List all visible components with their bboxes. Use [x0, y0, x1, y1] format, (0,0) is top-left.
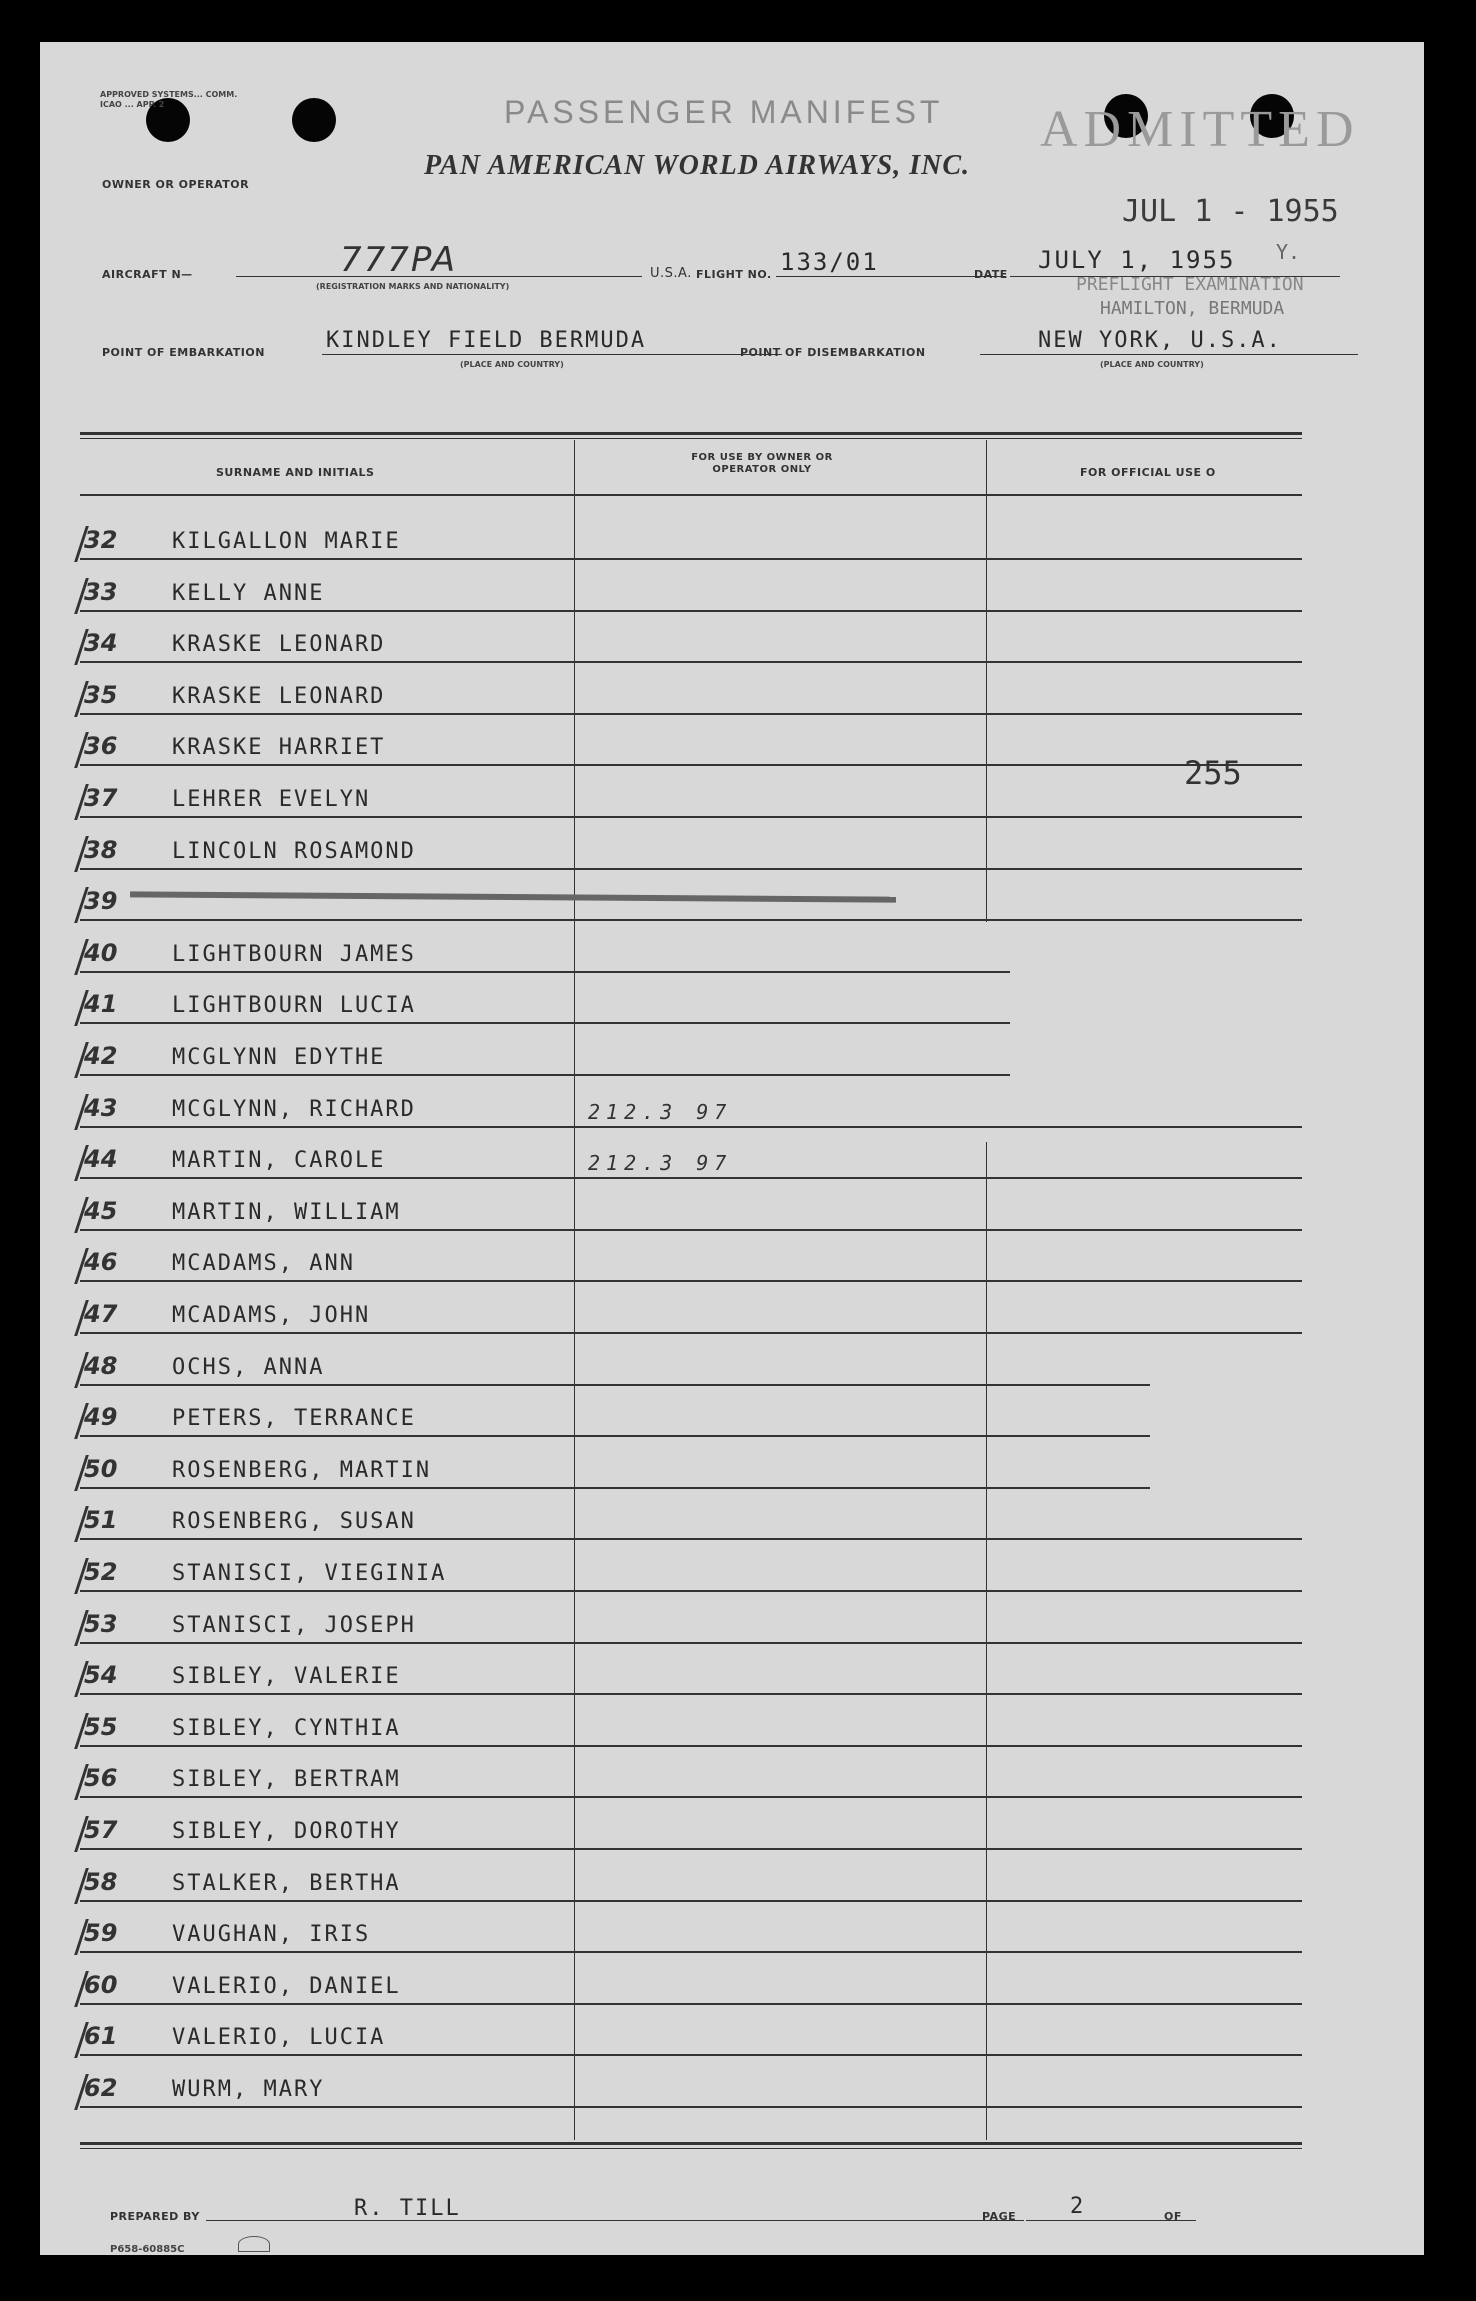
flight-underline: [776, 276, 1006, 277]
page-label: PAGE: [982, 2210, 1017, 2223]
passenger-name: KRASKE HARRIET: [172, 735, 386, 761]
passenger-name: VAUGHAN, IRIS: [172, 1922, 371, 1948]
passenger-number: 51: [84, 1506, 118, 1535]
preflight-stamp: PREFLIGHT EXAMINATION: [1076, 274, 1304, 295]
passenger-name: SIBLEY, VALERIE: [172, 1664, 401, 1690]
passenger-row: [40, 663, 1424, 715]
passenger-name: SIBLEY, CYNTHIA: [172, 1715, 401, 1741]
passenger-number: 42: [84, 1042, 118, 1070]
passenger-number: 54: [84, 1661, 118, 1690]
passenger-name: KRASKE LEONARD: [172, 683, 386, 709]
table-top-rule: [80, 432, 1302, 435]
passenger-name: LIGHTBOURN JAMES: [172, 941, 416, 967]
passenger-row: [40, 1850, 1424, 1902]
table-bottom-rule-2: [80, 2148, 1302, 2149]
manifest-sheet: [40, 42, 1424, 2255]
passenger-name: WURM, MARY: [172, 2077, 325, 2102]
passenger-name: STALKER, BERTHA: [172, 1870, 401, 1896]
passenger-name: VALERIO, DANIEL: [172, 1973, 401, 1999]
passenger-row: [40, 818, 1424, 870]
passenger-name: SIBLEY, DOROTHY: [172, 1819, 401, 1844]
passenger-number: 32: [84, 526, 118, 554]
passenger-number: 44: [84, 1145, 118, 1174]
passenger-row: [40, 1024, 1424, 1076]
passenger-number: 56: [84, 1764, 118, 1793]
admitted-stamp: ADMITTED: [1040, 101, 1360, 158]
operator-note: 212.3 97: [588, 1099, 733, 1124]
passenger-number: 34: [84, 629, 118, 658]
passenger-number: 41: [84, 990, 118, 1019]
prepared-underline: [206, 2220, 1024, 2221]
passenger-name: LEHRER EVELYN: [172, 787, 371, 812]
passenger-name: LIGHTBOURN LUCIA: [172, 993, 416, 1019]
passenger-row: [40, 1953, 1424, 2005]
passenger-number: 45: [84, 1196, 118, 1225]
hamilton-stamp: HAMILTON, BERMUDA: [1100, 298, 1285, 319]
table-bottom-rule: [80, 2142, 1302, 2145]
passenger-number: 62: [84, 2074, 118, 2102]
passenger-name: ROSENBERG, MARTIN: [172, 1457, 432, 1483]
passenger-row: [40, 2004, 1424, 2056]
passenger-number: 48: [84, 1351, 118, 1380]
passenger-name: PETERS, TERRANCE: [172, 1406, 416, 1432]
passenger-number: 36: [84, 732, 118, 761]
form-number: P658-60885C: [110, 2244, 185, 2255]
operator-note: 212.3 97: [588, 1151, 733, 1176]
passenger-name: KELLY ANNE: [172, 580, 325, 606]
date-underline: [1010, 276, 1340, 277]
passenger-row: [40, 1746, 1424, 1798]
passenger-number: 43: [84, 1093, 118, 1122]
aircraft-underline: [236, 276, 642, 277]
passenger-number: 58: [84, 1867, 118, 1896]
passenger-row: [40, 1901, 1424, 1953]
passenger-number: 40: [84, 938, 118, 967]
passenger-name: MCADAMS, JOHN: [172, 1303, 371, 1328]
official-mark: 255: [1184, 754, 1242, 792]
usa-label: U.S.A.: [650, 266, 692, 281]
passenger-row: [40, 766, 1424, 818]
passenger-row: [40, 1282, 1424, 1334]
passenger-name: ROSENBERG, SUSAN: [172, 1509, 416, 1535]
row-rule: [80, 2106, 660, 2108]
passenger-number: 53: [84, 1609, 118, 1638]
passenger-row: [40, 1076, 1424, 1128]
passenger-number: 39: [84, 887, 118, 916]
prepared-label: PREPARED BY: [110, 2210, 200, 2223]
embark-caption: (PLACE AND COUNTRY): [460, 360, 564, 369]
approval-note: APPROVED SYSTEMS... COMM. ICAO ... APP. 2: [100, 90, 238, 109]
passenger-row: [40, 869, 1424, 921]
passenger-row: [40, 611, 1424, 663]
punch-hole: [292, 98, 336, 142]
date-label: DATE: [974, 268, 1008, 281]
passenger-number: 49: [84, 1403, 118, 1432]
row-rule: [660, 2106, 1302, 2108]
passenger-number: 47: [84, 1300, 118, 1328]
passenger-number: 59: [84, 1919, 118, 1948]
date-value: JULY 1, 1955: [1038, 246, 1236, 274]
passenger-row: [40, 714, 1424, 766]
of-label: OF: [1164, 2210, 1182, 2223]
passenger-number: 57: [84, 1816, 118, 1844]
passenger-number: 35: [84, 680, 118, 709]
passenger-name: STANISCI, JOSEPH: [172, 1612, 416, 1638]
column-header-owner: FOR USE BY OWNER OR OPERATOR ONLY: [691, 452, 833, 475]
passenger-name: VALERIO, LUCIA: [172, 2025, 386, 2051]
passenger-name: MARTIN, CAROLE: [172, 1148, 386, 1174]
column-header-official: FOR OFFICIAL USE O: [1080, 466, 1216, 479]
ny-stamp: Y.: [1276, 240, 1301, 264]
embark-value: KINDLEY FIELD BERMUDA: [326, 328, 647, 353]
passenger-number: 37: [84, 784, 118, 812]
passenger-row: [40, 560, 1424, 612]
passenger-row: [40, 1643, 1424, 1695]
page-value: 2: [1070, 2194, 1086, 2219]
table-header-rule: [80, 494, 1302, 496]
passenger-row: [40, 972, 1424, 1024]
aircraft-value: 777PA: [340, 240, 457, 280]
passenger-row: [40, 1334, 1424, 1386]
passenger-name: MCGLYNN EDYTHE: [172, 1045, 386, 1070]
company-name: PAN AMERICAN WORLD AIRWAYS, INC.: [424, 150, 971, 181]
passenger-row: [40, 1437, 1424, 1489]
disembark-label: POINT OF DISEMBARKATION: [740, 346, 926, 359]
union-label-icon: [238, 2236, 270, 2252]
passenger-name: OCHS, ANNA: [172, 1354, 325, 1380]
passenger-number: 46: [84, 1248, 118, 1277]
passenger-row: [40, 1127, 1424, 1179]
passenger-row: [40, 1230, 1424, 1282]
table-top-rule-2: [80, 438, 1302, 439]
owner-label: OWNER OR OPERATOR: [102, 178, 250, 191]
passenger-row: [40, 921, 1424, 973]
passenger-row: [40, 1592, 1424, 1644]
passenger-number: 50: [84, 1454, 118, 1483]
passenger-name: STANISCI, VIEGINIA: [172, 1561, 447, 1586]
passenger-row: [40, 2056, 1424, 2108]
passenger-row: [40, 1385, 1424, 1437]
date-stamp: JUL 1 - 1955: [1122, 194, 1339, 229]
embark-underline: [322, 354, 782, 355]
passenger-name: LINCOLN ROSAMOND: [172, 838, 416, 864]
disembark-value: NEW YORK, U.S.A.: [1038, 328, 1282, 353]
passenger-name: MARTIN, WILLIAM: [172, 1199, 401, 1225]
page-title: PASSENGER MANIFEST: [504, 94, 944, 130]
passenger-row: [40, 1695, 1424, 1747]
passenger-name: SIBLEY, BERTRAM: [172, 1767, 401, 1793]
passenger-name: KILGALLON MARIE: [172, 529, 401, 554]
passenger-number: 55: [84, 1712, 118, 1741]
passenger-number: 60: [84, 1970, 118, 1999]
passenger-name: MCADAMS, ANN: [172, 1251, 355, 1277]
flight-value: 133/01: [780, 248, 879, 276]
passenger-row: [40, 1488, 1424, 1540]
column-header-surname: SURNAME AND INITIALS: [216, 466, 375, 479]
passenger-row: [40, 1540, 1424, 1592]
embark-label: POINT OF EMBARKATION: [102, 346, 265, 359]
passenger-number: 52: [84, 1558, 118, 1586]
disembark-caption: (PLACE AND COUNTRY): [1100, 360, 1204, 369]
prepared-value: R. TILL: [354, 2196, 461, 2221]
passenger-row: [40, 1798, 1424, 1850]
passenger-row: [40, 508, 1424, 560]
passenger-name: KRASKE LEONARD: [172, 632, 386, 658]
passenger-number: 38: [84, 835, 118, 864]
passenger-number: 61: [84, 2022, 118, 2051]
disembark-underline: [980, 354, 1358, 355]
passenger-number: 33: [84, 577, 118, 606]
flight-label: FLIGHT NO.: [696, 268, 772, 281]
registration-caption: (REGISTRATION MARKS AND NATIONALITY): [316, 282, 510, 291]
aircraft-label: AIRCRAFT N—: [102, 268, 193, 281]
passenger-name: MCGLYNN, RICHARD: [172, 1096, 416, 1122]
passenger-row: [40, 1179, 1424, 1231]
